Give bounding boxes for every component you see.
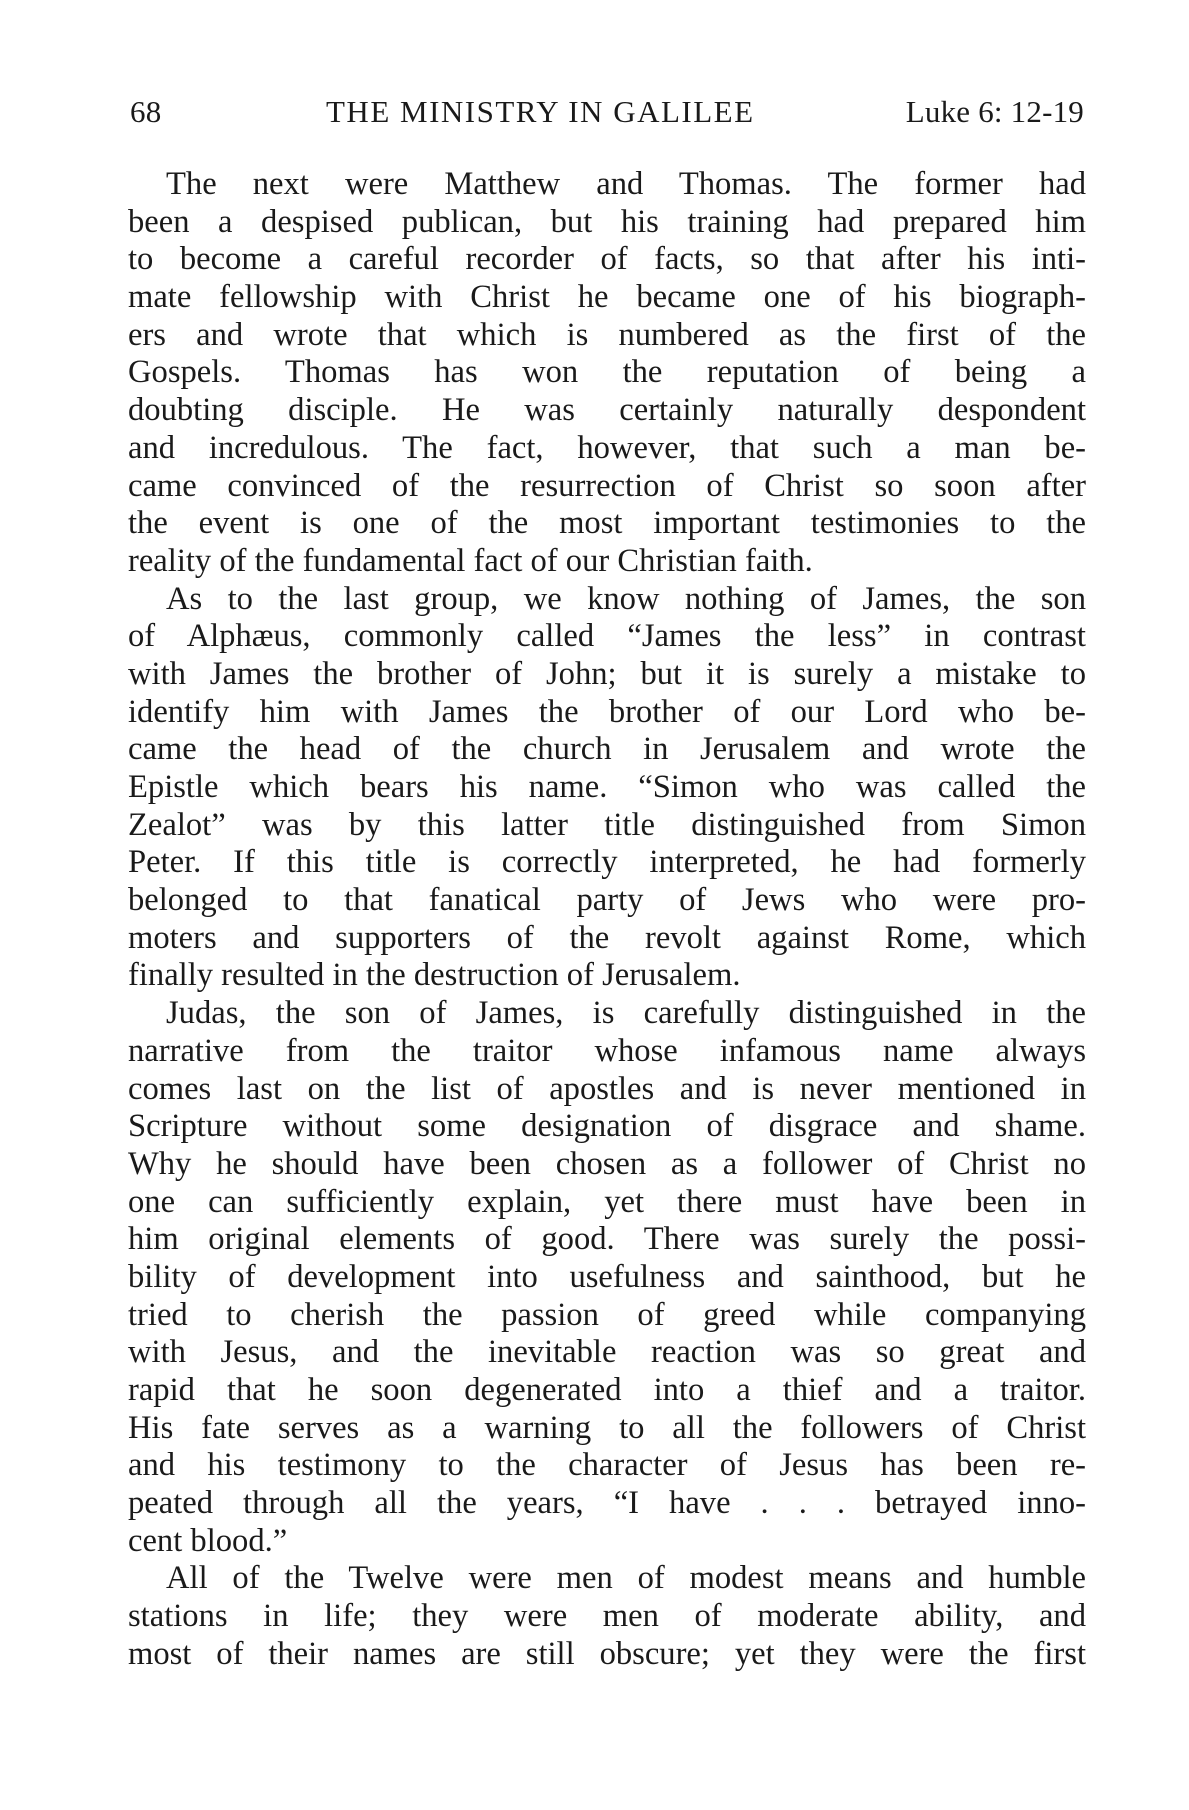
- text-line: The next were Matthew and Thomas. The former had: [166, 166, 1086, 202]
- text-line: Scripture without some designation of disgrace and shame.: [128, 1108, 1086, 1145]
- text-line: Peter. If this title is correctly interpreted, he had formerly: [128, 844, 1086, 881]
- text-line: Judas, the son of James, is carefully distinguished in the: [166, 995, 1086, 1032]
- text-line: All of the Twelve were men of modest means and humble: [166, 1560, 1086, 1597]
- text-line: rapid that he soon degenerated into a thief and a traitor.: [128, 1372, 1086, 1408]
- text-line: cent blood.”: [128, 1522, 288, 1559]
- paragraph: [128, 166, 1086, 581]
- paragraph: [128, 995, 1086, 1560]
- text-line: Why he should have been chosen as a follower of Christ no: [128, 1145, 1086, 1182]
- text-line: ers and wrote that which is numbered as the first of the: [128, 316, 1086, 353]
- text-line: His fate serves as a warning to all the followers of Christ: [128, 1409, 1086, 1446]
- text-line: identify him with James the brother of our Lord who be-: [128, 693, 1086, 730]
- page-number: 68: [130, 94, 162, 129]
- text-line: and his testimony to the character of Jesus has been re-: [128, 1447, 1086, 1484]
- text-line: to become a careful recorder of facts, so that after his inti-: [128, 241, 1086, 278]
- text-line: narrative from the traitor whose infamous name always: [128, 1032, 1086, 1069]
- text-line: the event is one of the most important testimonies to the: [128, 505, 1086, 542]
- text-line: of Alphæus, commonly called “James the less” in contrast: [128, 618, 1086, 655]
- text-line: peated through all the years, “I have . . . betrayed inno-: [128, 1485, 1086, 1522]
- text-line: came the head of the church in Jerusalem and wrote the: [128, 731, 1086, 768]
- scripture-reference: Luke 6: 12-19: [905, 94, 1084, 129]
- text-line: most of their names are still obscure; yet they were the first: [128, 1635, 1086, 1672]
- text-line: doubting disciple. He was certainly naturally despondent: [128, 392, 1086, 429]
- text-line: one can sufficiently explain, yet there must have been in: [128, 1183, 1086, 1220]
- text-line: him original elements of good. There was surely the possi-: [128, 1221, 1086, 1258]
- paragraph: [128, 1560, 1086, 1673]
- text-line: bility of development into usefulness and sainthood, but he: [128, 1258, 1086, 1295]
- text-line: mate fellowship with Christ he became one of his biograph-: [128, 279, 1086, 316]
- text-line: came convinced of the resurrection of Christ so soon after: [128, 467, 1086, 504]
- text-line: reality of the fundamental fact of our Christian faith.: [128, 542, 813, 579]
- body-text: [128, 166, 1086, 1674]
- text-line: stations in life; they were men of moderate ability, and: [128, 1598, 1086, 1635]
- text-line: been a despised publican, but his training had prepared him: [128, 203, 1086, 240]
- text-line: As to the last group, we know nothing of James, the son: [166, 580, 1086, 617]
- text-line: tried to cherish the passion of greed while companying: [128, 1296, 1086, 1333]
- text-line: Epistle which bears his name. “Simon who was called the: [128, 769, 1086, 805]
- text-line: Zealot” was by this latter title distinguished from Simon: [128, 806, 1086, 843]
- text-line: Gospels. Thomas has won the reputation of being a: [128, 354, 1086, 391]
- text-line: with James the brother of John; but it is surely a mistake to: [128, 655, 1086, 692]
- running-head: [130, 90, 1084, 134]
- paragraph: [128, 581, 1086, 996]
- chapter-title: THE MINISTRY IN GALILEE: [326, 94, 755, 129]
- text-line: belonged to that fanatical party of Jews who were pro-: [128, 882, 1086, 919]
- text-line: and incredulous. The fact, however, that such a man be-: [128, 429, 1086, 466]
- text-line: moters and supporters of the revolt against Rome, which: [128, 919, 1086, 956]
- text-line: finally resulted in the destruction of Jerusalem.: [128, 957, 741, 994]
- text-line: comes last on the list of apostles and is never mentioned in: [128, 1070, 1086, 1107]
- text-line: with Jesus, and the inevitable reaction was so great and: [128, 1334, 1086, 1371]
